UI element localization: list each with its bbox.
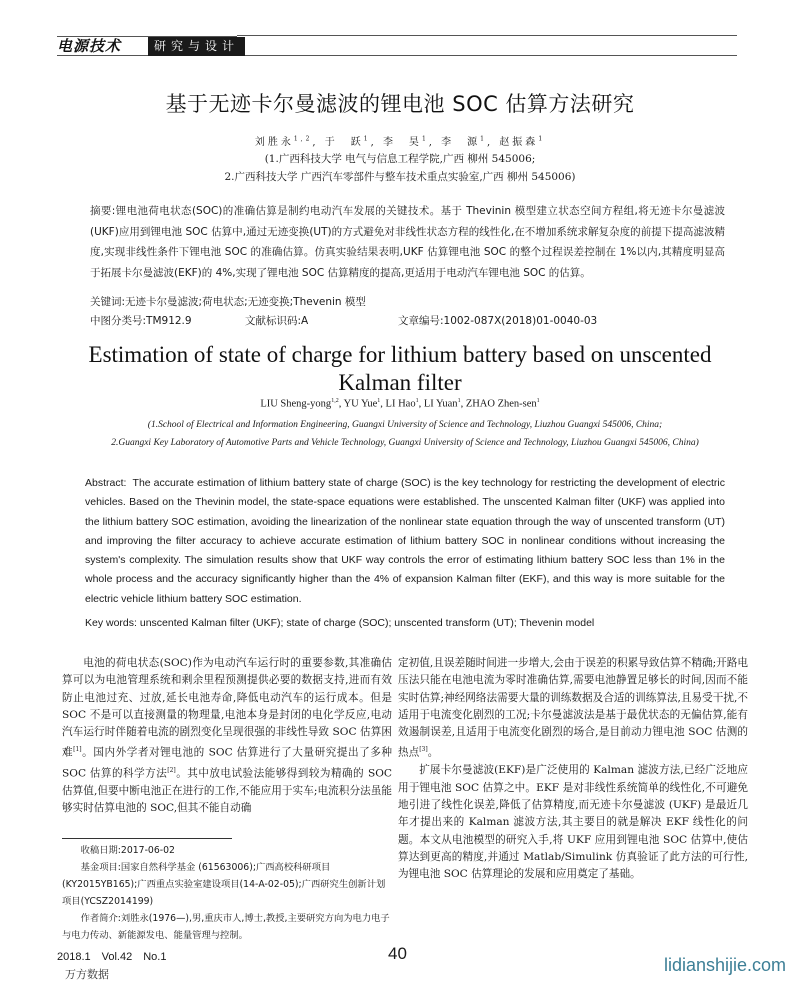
author-cn: 李 昊 (382, 137, 422, 148)
section-label: 研究与设计 (148, 37, 245, 56)
author-cn: 赵振森 (499, 137, 539, 148)
body-column-right (398, 655, 748, 883)
keywords-cn: 关键词:无迹卡尔曼滤波;荷电状态;无迹变换;Thevenin 模型 (90, 296, 366, 308)
title-en-line1: Estimation of state of charge for lithium battery based on unscented (88, 342, 712, 367)
author-bio: 作者简介:刘胜永(1976—),男,重庆市人,博士,教授,主要研究方向为电力电子与电力传动、新能源发电、能量管理与控制。 (62, 913, 390, 941)
body-paragraph: 扩展卡尔曼滤波(EKF)是广泛使用的 Kalman 滤波方法,已经广泛地应用于锂电池 SOC 估算之中。EKF 是对非线性系统简单的线性化,不可避免地引进了线性化误差,降低了估算精度,而无迹卡尔曼滤波 (UKF) 是最近几年才提出来的 Kalman 滤波方法,其主要目的就是解决 EKF 线性化的问题。本文从电池模型的研究入手,将 UKF 应用到锂电池 SOC 估算中,使估算达到更高的精度,并通过 Matlab/Simulink 仿真验证了此方法的可行性,为锂电池 SOC 估算理论的发展和应用奠定了基础。 (398, 764, 748, 881)
affiliations-en (85, 416, 725, 452)
affiliation-cn-1: (1.广西科技大学 电气与信息工程学院,广西 柳州 545006; (264, 153, 536, 165)
citation: [3] (419, 746, 428, 754)
abstract-cn-label: 摘要: (90, 205, 116, 217)
author-cn: 李 源 (441, 137, 481, 148)
authors-en: LIU Sheng-yong$^{1,2}$, YU Yue$^1$, LI Hao$^1$, LI Yuan$^1$, ZHAO Zhen-sen$^1$ (260, 398, 540, 410)
authors-cn: 刘胜永$^{1,2}$, 于 跃$^1$, 李 昊$^1$, 李 源$^1$, 赵振森$^1$ (254, 135, 546, 148)
citation: [2] (167, 767, 176, 775)
page-number: 40 (388, 944, 407, 963)
classification-clc: 中图分类号:TM912.9 (90, 315, 192, 327)
affiliation-en-1: (1.School of Electrical and Information Engineering, Guangxi University of Science and Technology, Liuzhou Guangxi 545006, China; (147, 420, 663, 430)
watermark: lidianshijie.com (664, 955, 787, 975)
citation: [1] (73, 746, 82, 754)
author-cn: 刘胜永 (254, 137, 294, 148)
received-date: 收稿日期:2017-06-02 (80, 845, 175, 856)
footnote-divider (62, 838, 232, 839)
abstract-cn-text: 锂电池荷电状态(SOC)的准确估算是制约电动汽车发展的关键技术。基于 Thevinin 模型建立状态空间方程组,将无迹卡尔曼滤波(UKF)应用到锂电池 SOC 估算中,通过无迹变换(UT)的方式避免对非线性状态方程的线性化,在不增加系统求解复杂度的前提下提高滤波精度,实现非线性条件下锂电池 SOC 的准确估算。仿真实验结果表明,UKF 估算锂电池 SOC 的整个过程误差控制在 1%以内,其精度明显高于拓展卡尔曼滤波(EKF)的 4%,实现了锂电池 SOC 估算精度的提高,更适用于电动汽车锂电池 SOC 的估算。 (90, 205, 725, 279)
title-cn: 基于无迹卡尔曼滤波的锂电池 SOC 估算方法研究 (165, 92, 635, 116)
body-column-left (62, 655, 392, 818)
abstract-en-label: Abstract: (85, 477, 127, 489)
body-paragraph: 定初值,且误差随时间进一步增大,会由于误差的积累导致估算不精确;开路电压法只能在电池电流为零时准确估算,需要电池静置足够长的时间,因而不能实时估算;神经网络法需要大量的训练数据及合适的训练算法,且易受干扰,不适用于电流变化剧烈的工况;卡尔曼滤波法是基于最优状态的无偏估算,能有效遏制误差,且适用于电流变化剧烈的场合,是目前动力锂电池 SOC 估测的热点[3]。 (398, 657, 748, 760)
title-en-line2: Kalman filter (338, 370, 462, 395)
title-en (0, 341, 800, 397)
fund-info: 基金项目:国家自然科学基金 (61563006);广西高校科研项目(KY2015YB165);广西重点实验室建设项目(14-A-02-05);广西研究生创新计划项目(YCSZ2014199) (62, 862, 386, 907)
affiliation-cn-2: 2.广西科技大学 广西汽车零部件与整车技术重点实验室,广西 柳州 545006) (224, 171, 576, 183)
abstract-en-text: The accurate estimation of lithium battery state of charge (SOC) is the key technology for restricting the development of electric vehicles. Based on the Thevinin model, the state-space equations were established. The unscented Kalman filter (UKF) was applied into the lithium battery SOC estimation, avoiding the linearization of the nonlinear state equation through the way of unscented transform (UT) and improving the filter accuracy to achieve accurate estimation of lithium battery SOC in nonlinear conditions without increasing the system's complexity. The simulation results show that UKF way controls the error of estimating lithium battery SOC less than 1% in the whole process and the accuracy significantly higher than the 4% of expansion Kalman filter (EKF), and this way is more suitable for the electric vehicle lithium battery SOC estimation. (85, 477, 725, 605)
header-rule-top-long (237, 35, 737, 36)
journal-name: 电源技术 (57, 37, 122, 55)
issue-info: 2018.1 Vol.42 No.1 (57, 951, 167, 963)
author-cn: 于 跃 (324, 137, 364, 148)
body-paragraph: 电池的荷电状态(SOC)作为电动汽车运行时的重要参数,其准确估算可以为电池管理系统和剩余里程预测提供必要的数据支持,进而有效防止电池过充、过放,延长电池寿命,降低电动汽车的运行成本。但是 SOC 不是可以直接测量的物理量,电池本身是封闭的电化学反应,电动汽车运行时伴随着电流的剧烈变化呈现很强的非线性导致 SOC 估算困难[1]。国内外学者对锂电池的 SOC 估算进行了大量研究提出了多种 SOC 估算的科学方法[2]。其中放电试验法能够得到较为精确的 SOC 估算值,但要中断电池正在进行的工作,不能应用于实车;电流积分法虽能够实时估算电池的 SOC,但其不能自动确 (62, 657, 393, 815)
keywords-en: Key words: unscented Kalman filter (UKF); state of charge (SOC); unscented transform (UT); Thevenin model (85, 617, 595, 629)
source-label: 万方数据 (65, 968, 109, 981)
classification-doc: 文献标识码:A (245, 315, 309, 327)
abstract-cn (90, 201, 725, 283)
abstract-en (85, 474, 725, 609)
classification-article: 文章编号:1002-087X(2018)01-0040-03 (398, 315, 598, 327)
footnotes (62, 842, 392, 944)
affiliation-en-2: 2.Guangxi Key Laboratory of Automotive Parts and Vehicle Technology, Guangxi University of Science and Technology, Liuzhou Guangxi 545006, China) (111, 438, 699, 448)
